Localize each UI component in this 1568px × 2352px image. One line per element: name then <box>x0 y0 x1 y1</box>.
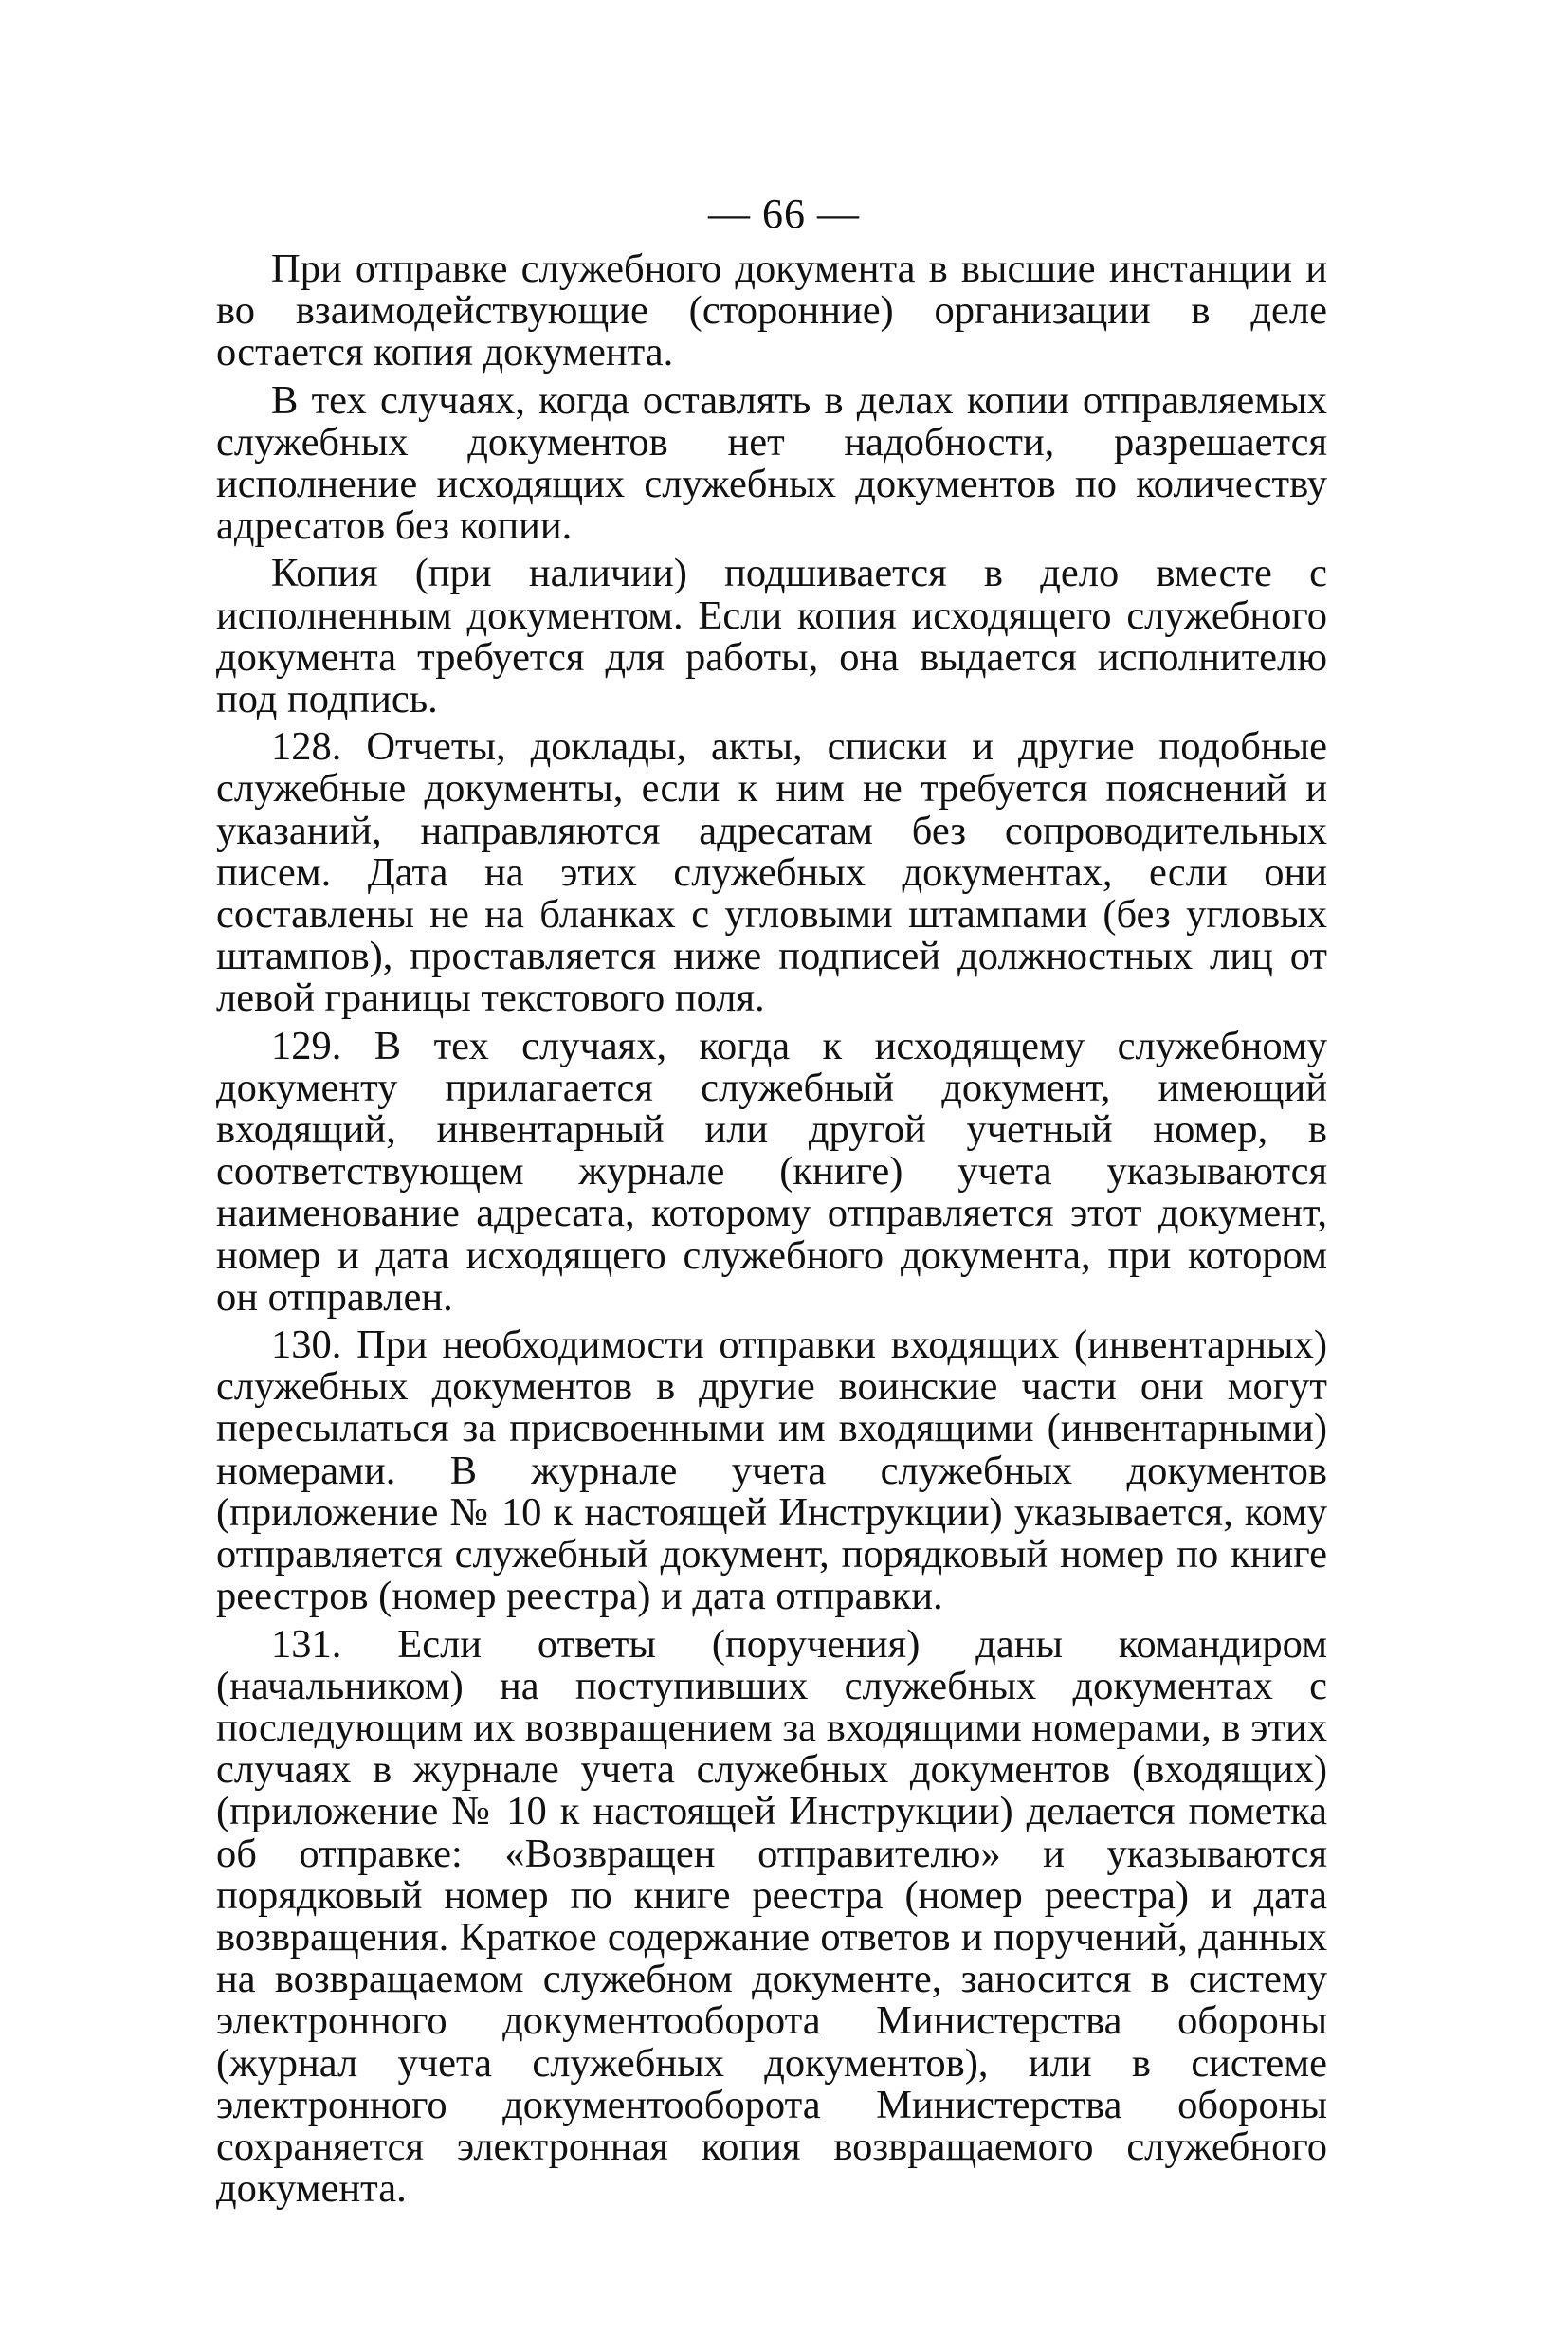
body-text <box>216 248 1327 2215</box>
paragraph-130: 130. При необходимости отправки входящих (инвентарных) служебных документов в другие воинские части они могут пересылаться за присвоенными им входящими (инвентарными) номерами. В журнале учета служебных документов (приложение № 10 к настоящей Инструкции) указывается, кому отправляется служебный документ, порядковый номер по книге реестров (номер реестра) и дата отправки. <box>216 1322 1327 1619</box>
paragraph-copy-filing: Копия (при наличии) подшивается в дело вместе с исполненным документом. Если копия исходящего служебного документа требуется для работы, она выдается исполнителю под подпись. <box>216 551 1327 722</box>
paragraph-copy-retained: При отправке служебного документа в высшие инстанции и во взаимодействующие (сторонние) организации в деле остается копия документа. <box>216 246 1327 375</box>
paragraph-129: 129. В тех случаях, когда к исходящему служебному документу прилагается служебный документ, имеющий входящий, инвентарный или другой учетный номер, в соответствующем журнале (книге) учета указываются наименование адресата, которому отправляется этот документ, номер и дата исходящего служебного документа, при котором он отправлен. <box>216 1023 1327 1320</box>
paragraph-128: 128. Отчеты, доклады, акты, списки и другие подобные служебные документы, если к ним не требуется пояснений и указаний, направляются адресатам без сопроводительных писем. Дата на этих служебных документах, если они составлены не на бланках с угловыми штампами (без угловых штампов), проставляется ниже подписей должностных лиц от левой границы текстового поля. <box>216 724 1327 1021</box>
paragraph-no-copy: В тех случаях, когда оставлять в делах копии отправляемых служебных документов нет надобности, разрешается исполнение исходящих служебных документов по количеству адресатов без копии. <box>216 377 1327 549</box>
page-number: — 66 — <box>708 191 860 237</box>
paragraph-131: 131. Если ответы (поручения) даны командиром (начальником) на поступивших служебных документах с последующим их возвращением за входящими номерами, в этих случаях в журнале учета служебных документов (входящих) (приложение № 10 к настоящей Инструкции) делается пометка об отправке: «Возвращен отправителю» и указываются порядковый номер по книге реестра (номер реестра) и дата возвращения. Краткое содержание ответов и поручений, данных на возвращаемом служебном документе, заносится в систему электронного документооборота Министерства обороны (журнал учета служебных документов), или в системе электронного документооборота Министерства обороны сохраняется электронная копия возвращаемого служебного документа. <box>216 1621 1327 2212</box>
